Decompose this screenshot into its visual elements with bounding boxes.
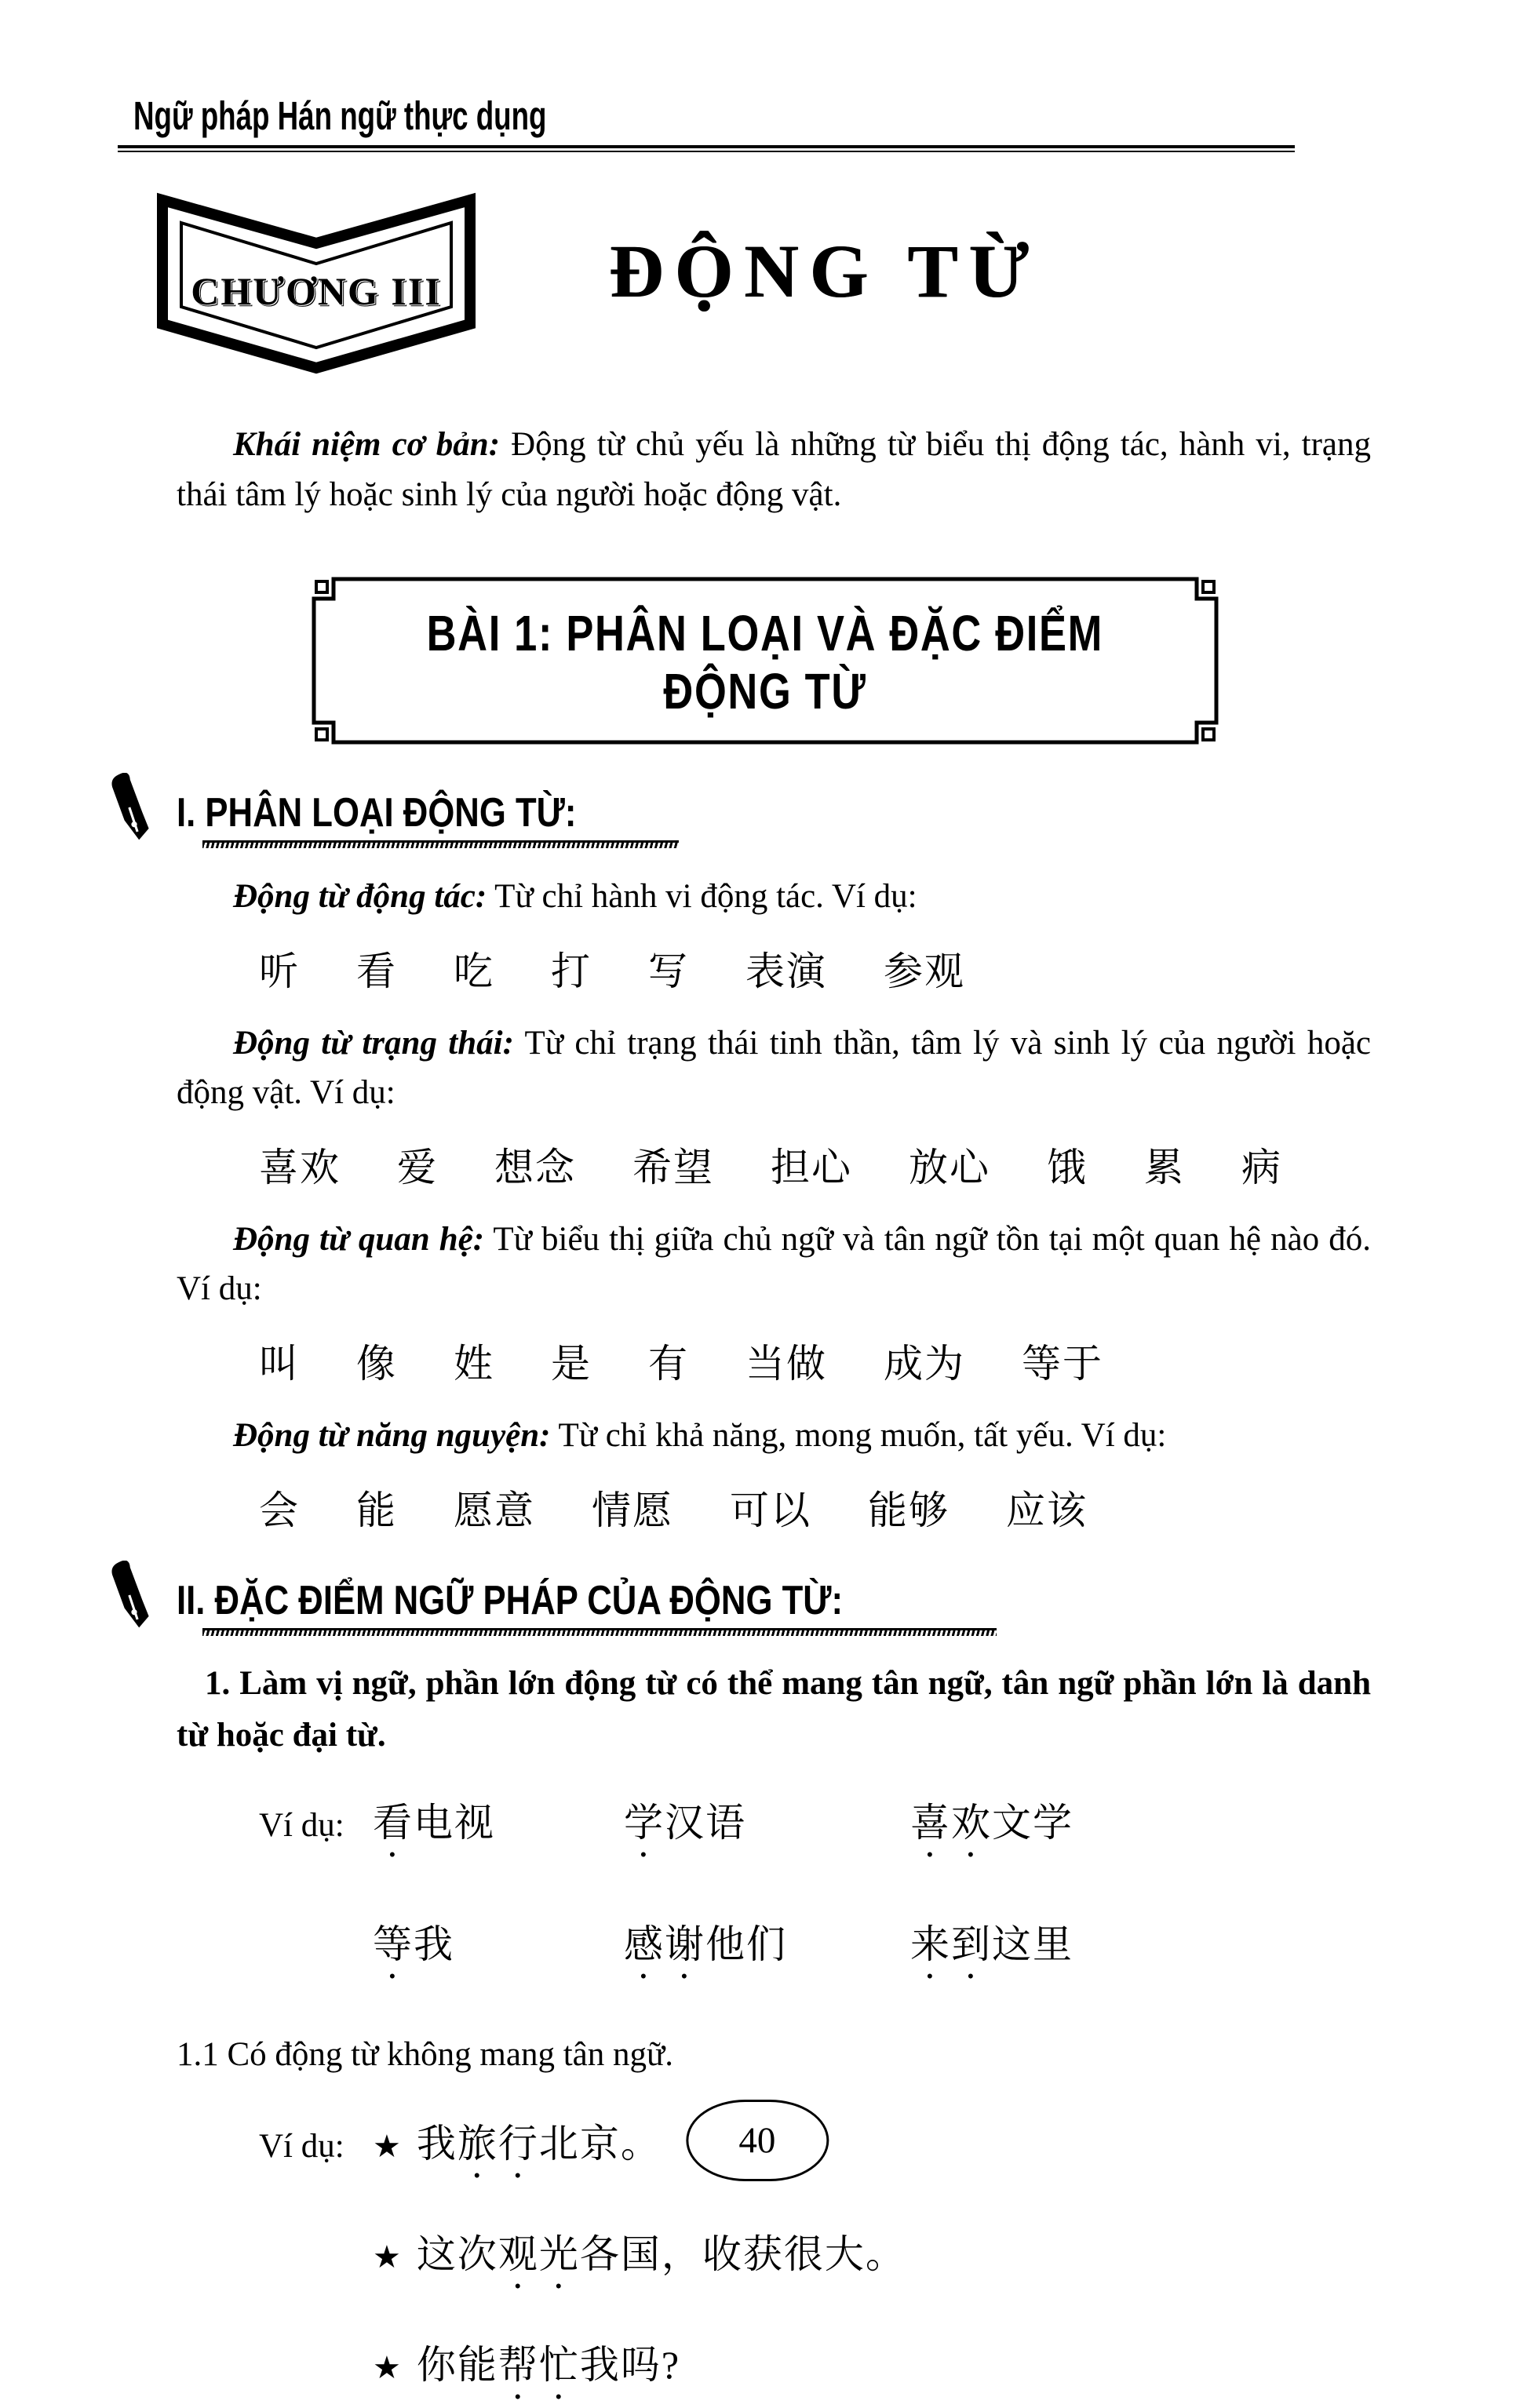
cn-verb-emphasized: 观光 [498,2231,580,2276]
cn-word: 愿意 [454,1488,535,1532]
cn-word: 表演 [745,949,827,993]
running-header [118,93,1371,152]
cn-text: 我 [416,2121,457,2166]
cn-verb-emphasized: 喜欢 [910,1800,992,1845]
verb-group-desc-1 [177,872,1371,921]
lesson-title [310,575,1220,746]
verb-group-desc-4 [177,1411,1371,1460]
cn-word: 当做 [745,1341,827,1386]
cn-word: 情愿 [592,1488,673,1532]
cn-word: 有 [648,1341,689,1386]
lesson-title-line1: BÀI 1: PHÂN LOẠI VÀ ĐẶC ĐIỂM [426,605,1104,661]
cn-text: 我吗? [579,2342,681,2387]
cn-text: 汉语 [665,1800,746,1845]
example-phrase [373,1913,624,1987]
section-1-heading-block [118,790,652,848]
cn-word: 吃 [454,949,494,993]
verb-groups [118,872,1371,1534]
verb-group-desc-3 [177,1215,1371,1313]
vidu-label: Ví dụ: [259,1806,344,1844]
cn-word: 希望 [632,1145,714,1189]
book-title-header: Ngữ pháp Hán ngữ thực dụng [133,93,547,138]
star-icon: ★ [373,2128,401,2164]
cn-word: 参观 [884,949,965,993]
cn-word: 担心 [771,1145,852,1189]
section-2-rule [202,1628,997,1636]
cn-word: 可以 [730,1488,811,1532]
starred-example-line [259,2223,1371,2297]
cn-word: 姓 [454,1341,494,1386]
cn-word: 病 [1241,1145,1282,1189]
cn-word: 成为 [884,1341,965,1386]
verb-group-text: Từ chỉ trạng thái tinh thần, tâm lý và sinh lý của người hoặc động vật. Ví dụ: [177,1024,1371,1111]
intro-lead: Khái niệm cơ bản: [233,426,501,463]
verb-group-lead: Động từ trạng thái: [233,1024,514,1062]
chapter-banner [155,191,477,376]
example-grid [259,1791,1371,1987]
cn-text: 文学 [992,1800,1073,1845]
verb-group-lead: Động từ động tác: [233,877,487,915]
cn-text: 这次 [416,2231,498,2276]
cn-verb-emphasized: 看 [373,1800,414,1845]
verb-group-text: Từ biểu thị giữa chủ ngữ và tân ngữ tồn tại một quan hệ nào đó. Ví dụ: [177,1220,1371,1307]
verb-group-text: Từ chỉ khả năng, mong muốn, tất yếu. Ví dụ: [550,1416,1167,1454]
example-phrase [624,1913,910,1987]
vidu-label: Ví dụ: [259,2127,344,2165]
example-phrase [910,1913,1371,1987]
star-icon: ★ [373,2349,401,2385]
cn-verb-emphasized: 感谢 [624,1922,705,1966]
cn-word: 看 [356,949,397,993]
chapter-title: ĐỘNG TỪ [609,229,1040,313]
point-1-1-paragraph: 1.1 Có động từ không mang tân ngữ. [177,2035,674,2073]
cn-text: 各国，收获很大。 [579,2231,906,2276]
page-number: 40 [738,2120,776,2161]
header-rule [118,145,1295,152]
chapter-row [155,191,1371,376]
cn-word: 爱 [397,1145,438,1189]
cn-verb-emphasized: 学 [624,1800,665,1845]
intro-text: Động từ chủ yếu là những từ biểu thị động tác, hành vi, trạng thái tâm lý hoặc sinh lý của người hoặc động vật. [177,426,1371,513]
intro-paragraph [177,420,1371,520]
verb-group-text: Từ chỉ hành vi động tác. Ví dụ: [487,877,917,915]
cn-text: 北京。 [538,2121,662,2166]
chapter-badge: CHƯƠNG III [191,269,442,313]
cn-word: 应该 [1006,1488,1088,1532]
section-1-rule [202,840,679,848]
lesson-title-line2: ĐỘNG TỪ [663,663,867,719]
cn-text: 我 [414,1922,454,1966]
cn-word: 像 [356,1341,397,1386]
cn-word: 饿 [1047,1145,1088,1189]
example-phrase [910,1791,1371,1866]
cn-verb-emphasized: 旅行 [457,2121,539,2166]
section-1-heading: I. PHÂN LOẠI ĐỘNG TỪ: [177,790,577,836]
cn-verb-emphasized: 等 [373,1922,414,1966]
page-number-badge [686,2100,829,2181]
cn-text: 他们 [705,1922,787,1966]
cn-word-row-1 [259,948,1371,995]
pen-nib-icon [110,1561,159,1630]
cn-word: 叫 [259,1341,300,1386]
lesson-title-box [310,575,1220,746]
cn-word: 写 [648,949,689,993]
cn-word-row-3 [259,1340,1371,1387]
section-2-heading-block [118,1578,970,1636]
cn-word: 是 [551,1341,592,1386]
starred-example-line [259,2333,1371,2408]
cn-text: 电视 [414,1800,495,1845]
verb-group-lead: Động từ năng nguyện: [233,1416,551,1454]
cn-word: 会 [259,1488,300,1532]
section-2-heading: II. ĐẶC ĐIỂM NGỮ PHÁP CỦA ĐỘNG TỪ: [177,1577,844,1623]
verb-group-desc-2 [177,1018,1371,1117]
cn-word: 累 [1144,1145,1185,1189]
cn-word: 放心 [909,1145,990,1189]
cn-word-row-2 [259,1144,1371,1191]
cn-word-row-4 [259,1487,1371,1534]
point-1-paragraph: 1. Làm vị ngữ, phần lớn động từ có thể mang tân ngữ, tân ngữ phần lớn là danh từ hoặc đại từ. [177,1664,1371,1754]
cn-verb-emphasized: 帮忙 [498,2342,580,2387]
cn-word: 喜欢 [259,1145,341,1189]
star-icon: ★ [373,2239,401,2275]
cn-word: 能 [356,1488,397,1532]
cn-word: 能够 [868,1488,950,1532]
cn-text: 这里 [992,1922,1073,1966]
cn-text: 你能 [416,2342,498,2387]
cn-word: 打 [551,949,592,993]
cn-word: 想念 [494,1145,576,1189]
cn-verb-emphasized: 来到 [910,1922,992,1966]
cn-word: 等于 [1022,1341,1103,1386]
verb-group-lead: Động từ quan hệ: [233,1220,485,1258]
example-phrase [373,1791,624,1866]
pen-nib-icon [110,773,159,842]
example-phrase [624,1791,910,1866]
cn-word: 听 [259,949,300,993]
